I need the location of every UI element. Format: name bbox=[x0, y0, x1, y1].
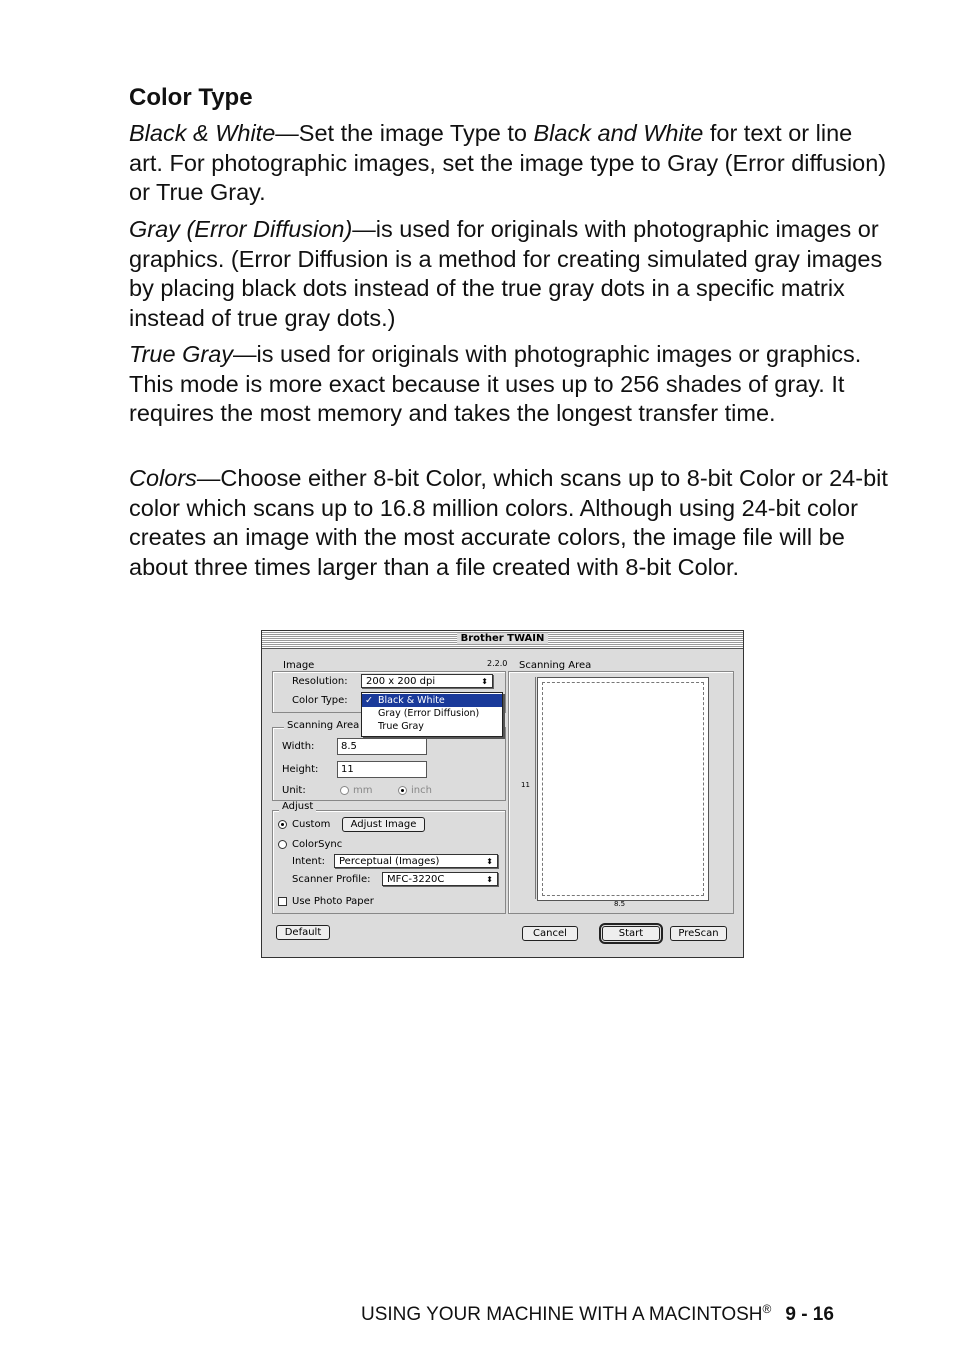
height-label: Height: bbox=[282, 764, 319, 775]
popup-arrows-icon: ⬍ bbox=[486, 875, 493, 884]
adjust-image-button[interactable]: Adjust Image bbox=[342, 817, 425, 832]
footer-text: USING YOUR MACHINE WITH A MACINTOSH bbox=[361, 1304, 763, 1325]
width-label: Width: bbox=[282, 741, 315, 752]
paragraph-text: —Choose either 8-bit Color, which scans up to 8-bit Color or 24-bit color which scans up to 16.8 million colors. Although using 24-bit color creates an image with the most accurate colors, the image file will be about three times larger than a file created with 8-bit Color. bbox=[129, 465, 888, 580]
scanner-profile-value: MFC-3220C bbox=[387, 874, 445, 885]
scan-preview-area[interactable] bbox=[537, 677, 709, 901]
scanner-profile-popup[interactable] bbox=[382, 872, 498, 886]
paragraph-colors bbox=[129, 464, 889, 582]
resolution-label: Resolution: bbox=[292, 676, 348, 687]
unit-inch-label: inch bbox=[411, 785, 432, 796]
popup-arrows-icon: ⬍ bbox=[481, 677, 488, 686]
resolution-value: 200 x 200 dpi bbox=[366, 676, 436, 687]
colorsync-radio[interactable] bbox=[278, 840, 287, 849]
adjust-group-label: Adjust bbox=[279, 801, 316, 812]
colorsync-label: ColorSync bbox=[292, 839, 343, 850]
term-black-white: Black & White bbox=[129, 120, 276, 146]
menu-item-gray-error-diffusion[interactable] bbox=[362, 707, 502, 720]
registered-mark: ® bbox=[762, 1302, 772, 1316]
page-footer bbox=[361, 1302, 834, 1326]
paragraph-text: —is used for originals with photographic images or graphics. This mode is more exact because it uses up to 256 shades of gray. It requires the most memory and takes the longest transfer time. bbox=[129, 341, 862, 426]
paragraph-gray-error-diffusion bbox=[129, 215, 889, 333]
custom-label: Custom bbox=[292, 819, 331, 830]
paragraph-black-white bbox=[129, 119, 889, 208]
paragraph-text: for text or line art. For photographic images, set the image type to Gray (Error diffusion) or True Gray. bbox=[129, 120, 887, 205]
custom-radio[interactable] bbox=[278, 820, 287, 829]
default-button[interactable]: Default bbox=[276, 925, 330, 940]
section-heading: Color Type bbox=[129, 84, 253, 111]
horizontal-ruler-number: 8.5 bbox=[614, 900, 626, 908]
vertical-ruler-number: 11 bbox=[521, 781, 530, 789]
page-number: 9 - 16 bbox=[785, 1304, 834, 1325]
paragraph-text: —is used for originals with photographic images or graphics. (Error Diffusion is a method for creating simulated gray images by placing black dots instead of the true gray dots in a specific matrix instead of true gray dots.) bbox=[129, 216, 883, 331]
term-black-and-white: Black and White bbox=[533, 120, 704, 146]
scanner-profile-label: Scanner Profile: bbox=[292, 874, 371, 885]
width-value: 8.5 bbox=[341, 741, 357, 752]
intent-popup[interactable] bbox=[334, 854, 498, 868]
scanning-area-group-label: Scanning Area bbox=[284, 720, 362, 731]
unit-label: Unit: bbox=[282, 785, 306, 796]
height-field[interactable] bbox=[337, 761, 427, 778]
version-label: 2.2.0 bbox=[487, 659, 508, 668]
scan-selection-rectangle[interactable] bbox=[542, 682, 704, 896]
height-value: 11 bbox=[341, 764, 354, 775]
prescan-button[interactable]: PreScan bbox=[670, 926, 727, 941]
menu-item-true-gray[interactable] bbox=[362, 720, 502, 733]
paragraph-true-gray bbox=[129, 340, 889, 429]
start-button[interactable]: Start bbox=[602, 926, 660, 941]
menu-item-label: True Gray bbox=[378, 721, 424, 732]
resolution-popup[interactable] bbox=[361, 674, 493, 688]
color-type-label: Color Type: bbox=[292, 695, 348, 706]
unit-inch-radio[interactable] bbox=[398, 786, 407, 795]
term-colors: Colors bbox=[129, 465, 197, 491]
vertical-ruler bbox=[530, 677, 536, 899]
intent-value: Perceptual (Images) bbox=[339, 856, 440, 867]
brother-twain-dialog bbox=[261, 630, 744, 958]
dialog-titlebar[interactable] bbox=[262, 631, 743, 649]
intent-label: Intent: bbox=[292, 856, 325, 867]
dialog-title: Brother TWAIN bbox=[457, 633, 549, 644]
menu-item-black-white[interactable] bbox=[362, 694, 502, 707]
unit-mm-radio[interactable] bbox=[340, 786, 349, 795]
unit-mm-label: mm bbox=[353, 785, 373, 796]
checkmark-icon: ✓ bbox=[365, 695, 373, 706]
cancel-button[interactable]: Cancel bbox=[522, 926, 578, 941]
preview-group-label: Scanning Area bbox=[516, 660, 594, 671]
menu-item-label: Black & White bbox=[378, 695, 445, 706]
paragraph-text: —Set the image Type to bbox=[275, 120, 534, 146]
term-gray-error-diffusion: Gray (Error Diffusion) bbox=[129, 216, 353, 242]
term-true-gray: True Gray bbox=[129, 341, 234, 367]
width-field[interactable] bbox=[337, 738, 427, 755]
image-group-label: Image bbox=[280, 660, 317, 671]
popup-arrows-icon: ⬍ bbox=[486, 857, 493, 866]
use-photo-paper-label: Use Photo Paper bbox=[292, 896, 374, 907]
use-photo-paper-checkbox[interactable] bbox=[278, 897, 287, 906]
color-type-menu[interactable] bbox=[361, 692, 503, 737]
menu-item-label: Gray (Error Diffusion) bbox=[378, 708, 480, 719]
